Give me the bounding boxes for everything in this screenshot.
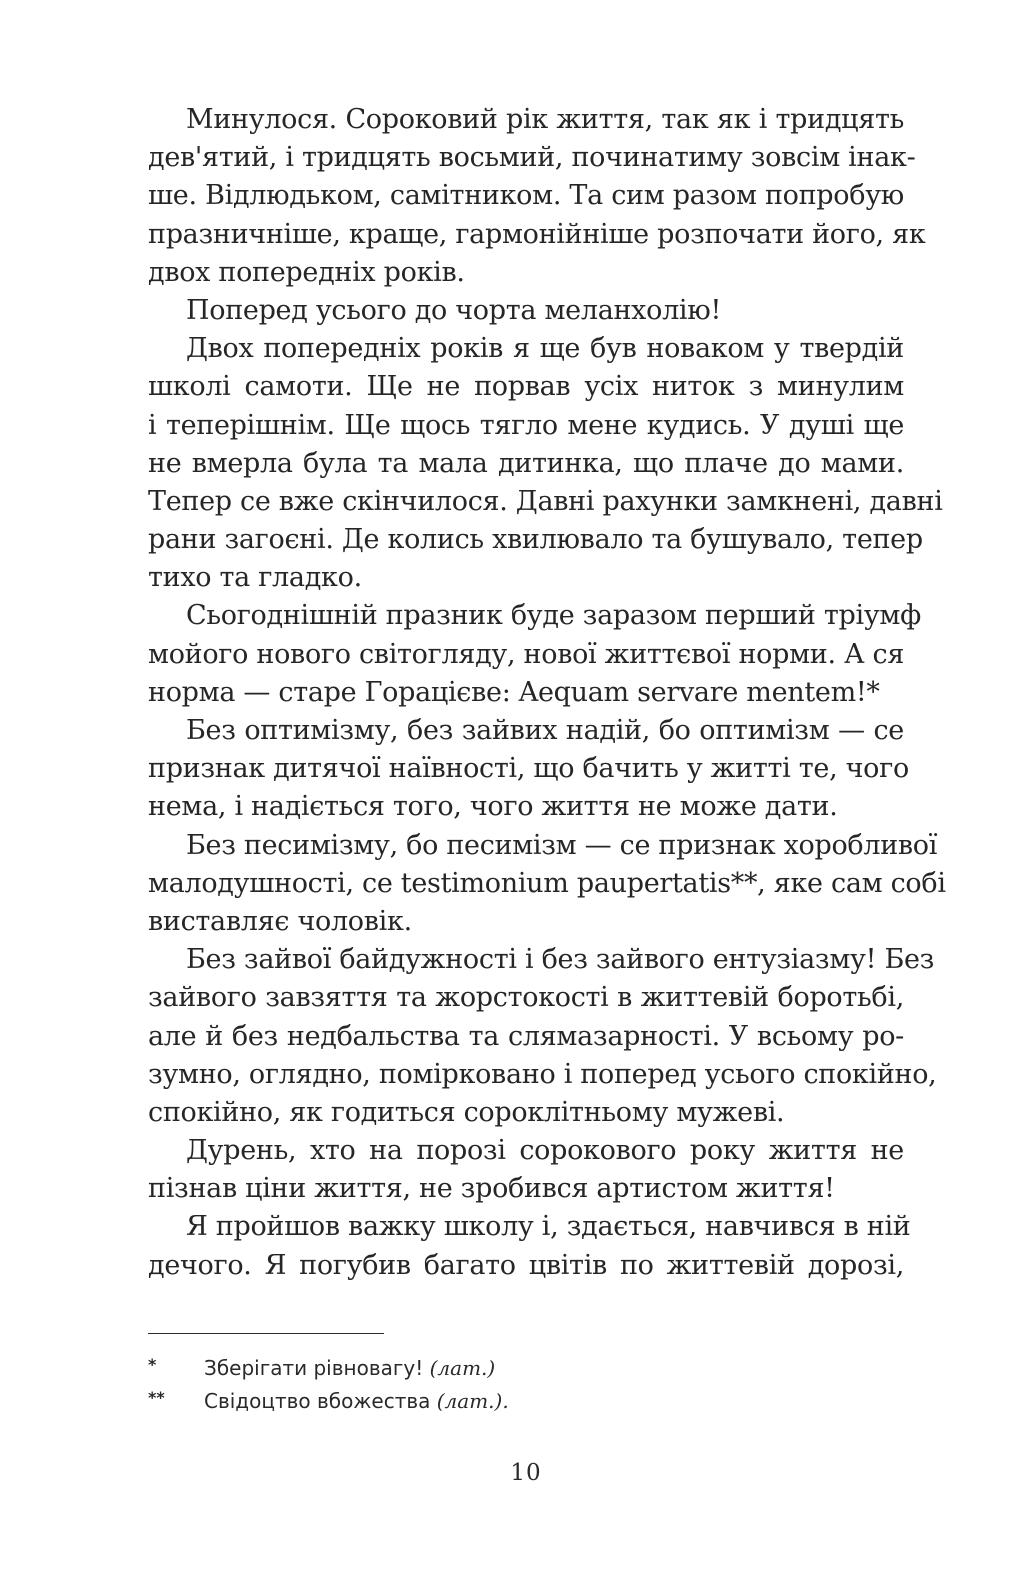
text-line: мойого нового світогляду, нової життєвої норми. А ся bbox=[148, 638, 905, 670]
text-line: Дурень, хто на порозі сорокового року життя не bbox=[186, 1135, 904, 1167]
text-line: Тепер се вже скінчилося. Давні рахунки замкнені, давні bbox=[148, 485, 943, 517]
text-line: Я пройшов важку школу і, здається, навчився в ній bbox=[186, 1211, 911, 1243]
footnote-item bbox=[148, 1352, 848, 1385]
text-line: Без песимізму, бо песимізм — се признак хоробливої bbox=[186, 829, 938, 861]
page-number: 10 bbox=[510, 1460, 542, 1486]
text-line: зайвого завзяття та жорстокості в життевій боротьбі, bbox=[148, 982, 904, 1014]
text-line: дев'ятий, і тридцять восьмий, починатиму зовсім інак- bbox=[148, 142, 916, 174]
text-line: нема, і надіється того, чого життя не може дати. bbox=[148, 791, 838, 823]
text-line: але й без недбальства та слямазарності. У всьому ро- bbox=[148, 1020, 904, 1052]
text-line: признак дитячої наївності, що бачить у житті те, чого bbox=[148, 753, 909, 785]
footnote-body: Зберігати рівновагу! bbox=[204, 1356, 424, 1380]
text-line: Без зайвої байдужності і без зайвого ентузіазму! Без bbox=[186, 944, 935, 976]
footnote-text bbox=[204, 1352, 495, 1385]
footnote-body: Свідоцтво вбожества bbox=[204, 1389, 431, 1413]
text-line: рани загоєні. Де колись хвилювало та бушувало, тепер bbox=[148, 524, 923, 556]
footnote-mark: ** bbox=[148, 1388, 165, 1407]
footnotes bbox=[148, 1352, 848, 1418]
text-line: празничніше, краще, гармонійніше розпочати його, як bbox=[148, 218, 926, 250]
text-line: зумно, оглядно, помірковано і поперед усього спокійно, bbox=[148, 1058, 937, 1090]
text-line: Без оптимізму, без зайвих надій, бо оптимізм — се bbox=[186, 715, 904, 746]
footnote-item bbox=[148, 1385, 848, 1418]
body-text bbox=[148, 101, 946, 1285]
text-line: Поперед усього до чорта меланхолію! bbox=[186, 294, 722, 326]
text-line: і теперішнім. Ще щось тягло мене кудись. У душі ще bbox=[148, 409, 904, 441]
text-line: не вмерла була та мала дитинка, що плаче до мами. bbox=[148, 447, 904, 479]
text-line: малодушності, се testimonium paupertatis**, яке сам собі bbox=[148, 867, 946, 899]
footnote-mark: * bbox=[148, 1355, 157, 1374]
footnote-language: (лат.). bbox=[436, 1389, 509, 1413]
text-line: пізнав ціни життя, не зробився артистом життя! bbox=[148, 1173, 835, 1205]
footnote-text bbox=[204, 1385, 509, 1418]
text-line: ше. Відлюдьком, самітником. Та сим разом попробую bbox=[148, 180, 904, 212]
text-line: Минулося. Сороковий рік життя, так як і тридцять bbox=[186, 104, 904, 135]
text-line: тихо та гладко. bbox=[148, 562, 362, 594]
text-line: двох попередніх років. bbox=[148, 256, 465, 288]
text-line: Сьогоднішній празник буде заразом перший тріумф bbox=[186, 600, 921, 632]
footnote-language: (лат.) bbox=[429, 1356, 496, 1380]
text-line: дечого. Я погубив багато цвітів по життевій дорозі, bbox=[148, 1249, 904, 1281]
text-line: спокійно, як годиться сороклітньому мужеві. bbox=[148, 1096, 785, 1128]
text-line: норма — старе Горацієве: Aequam servare mentem!* bbox=[148, 676, 880, 708]
text-line: школі самоти. Ще не порвав усіх ниток з минулим bbox=[148, 371, 904, 403]
footnote-divider bbox=[148, 1333, 384, 1334]
text-line: Двох попередніх років я ще був новаком у твердій bbox=[186, 333, 904, 365]
text-line: виставляє чоловік. bbox=[148, 905, 412, 937]
